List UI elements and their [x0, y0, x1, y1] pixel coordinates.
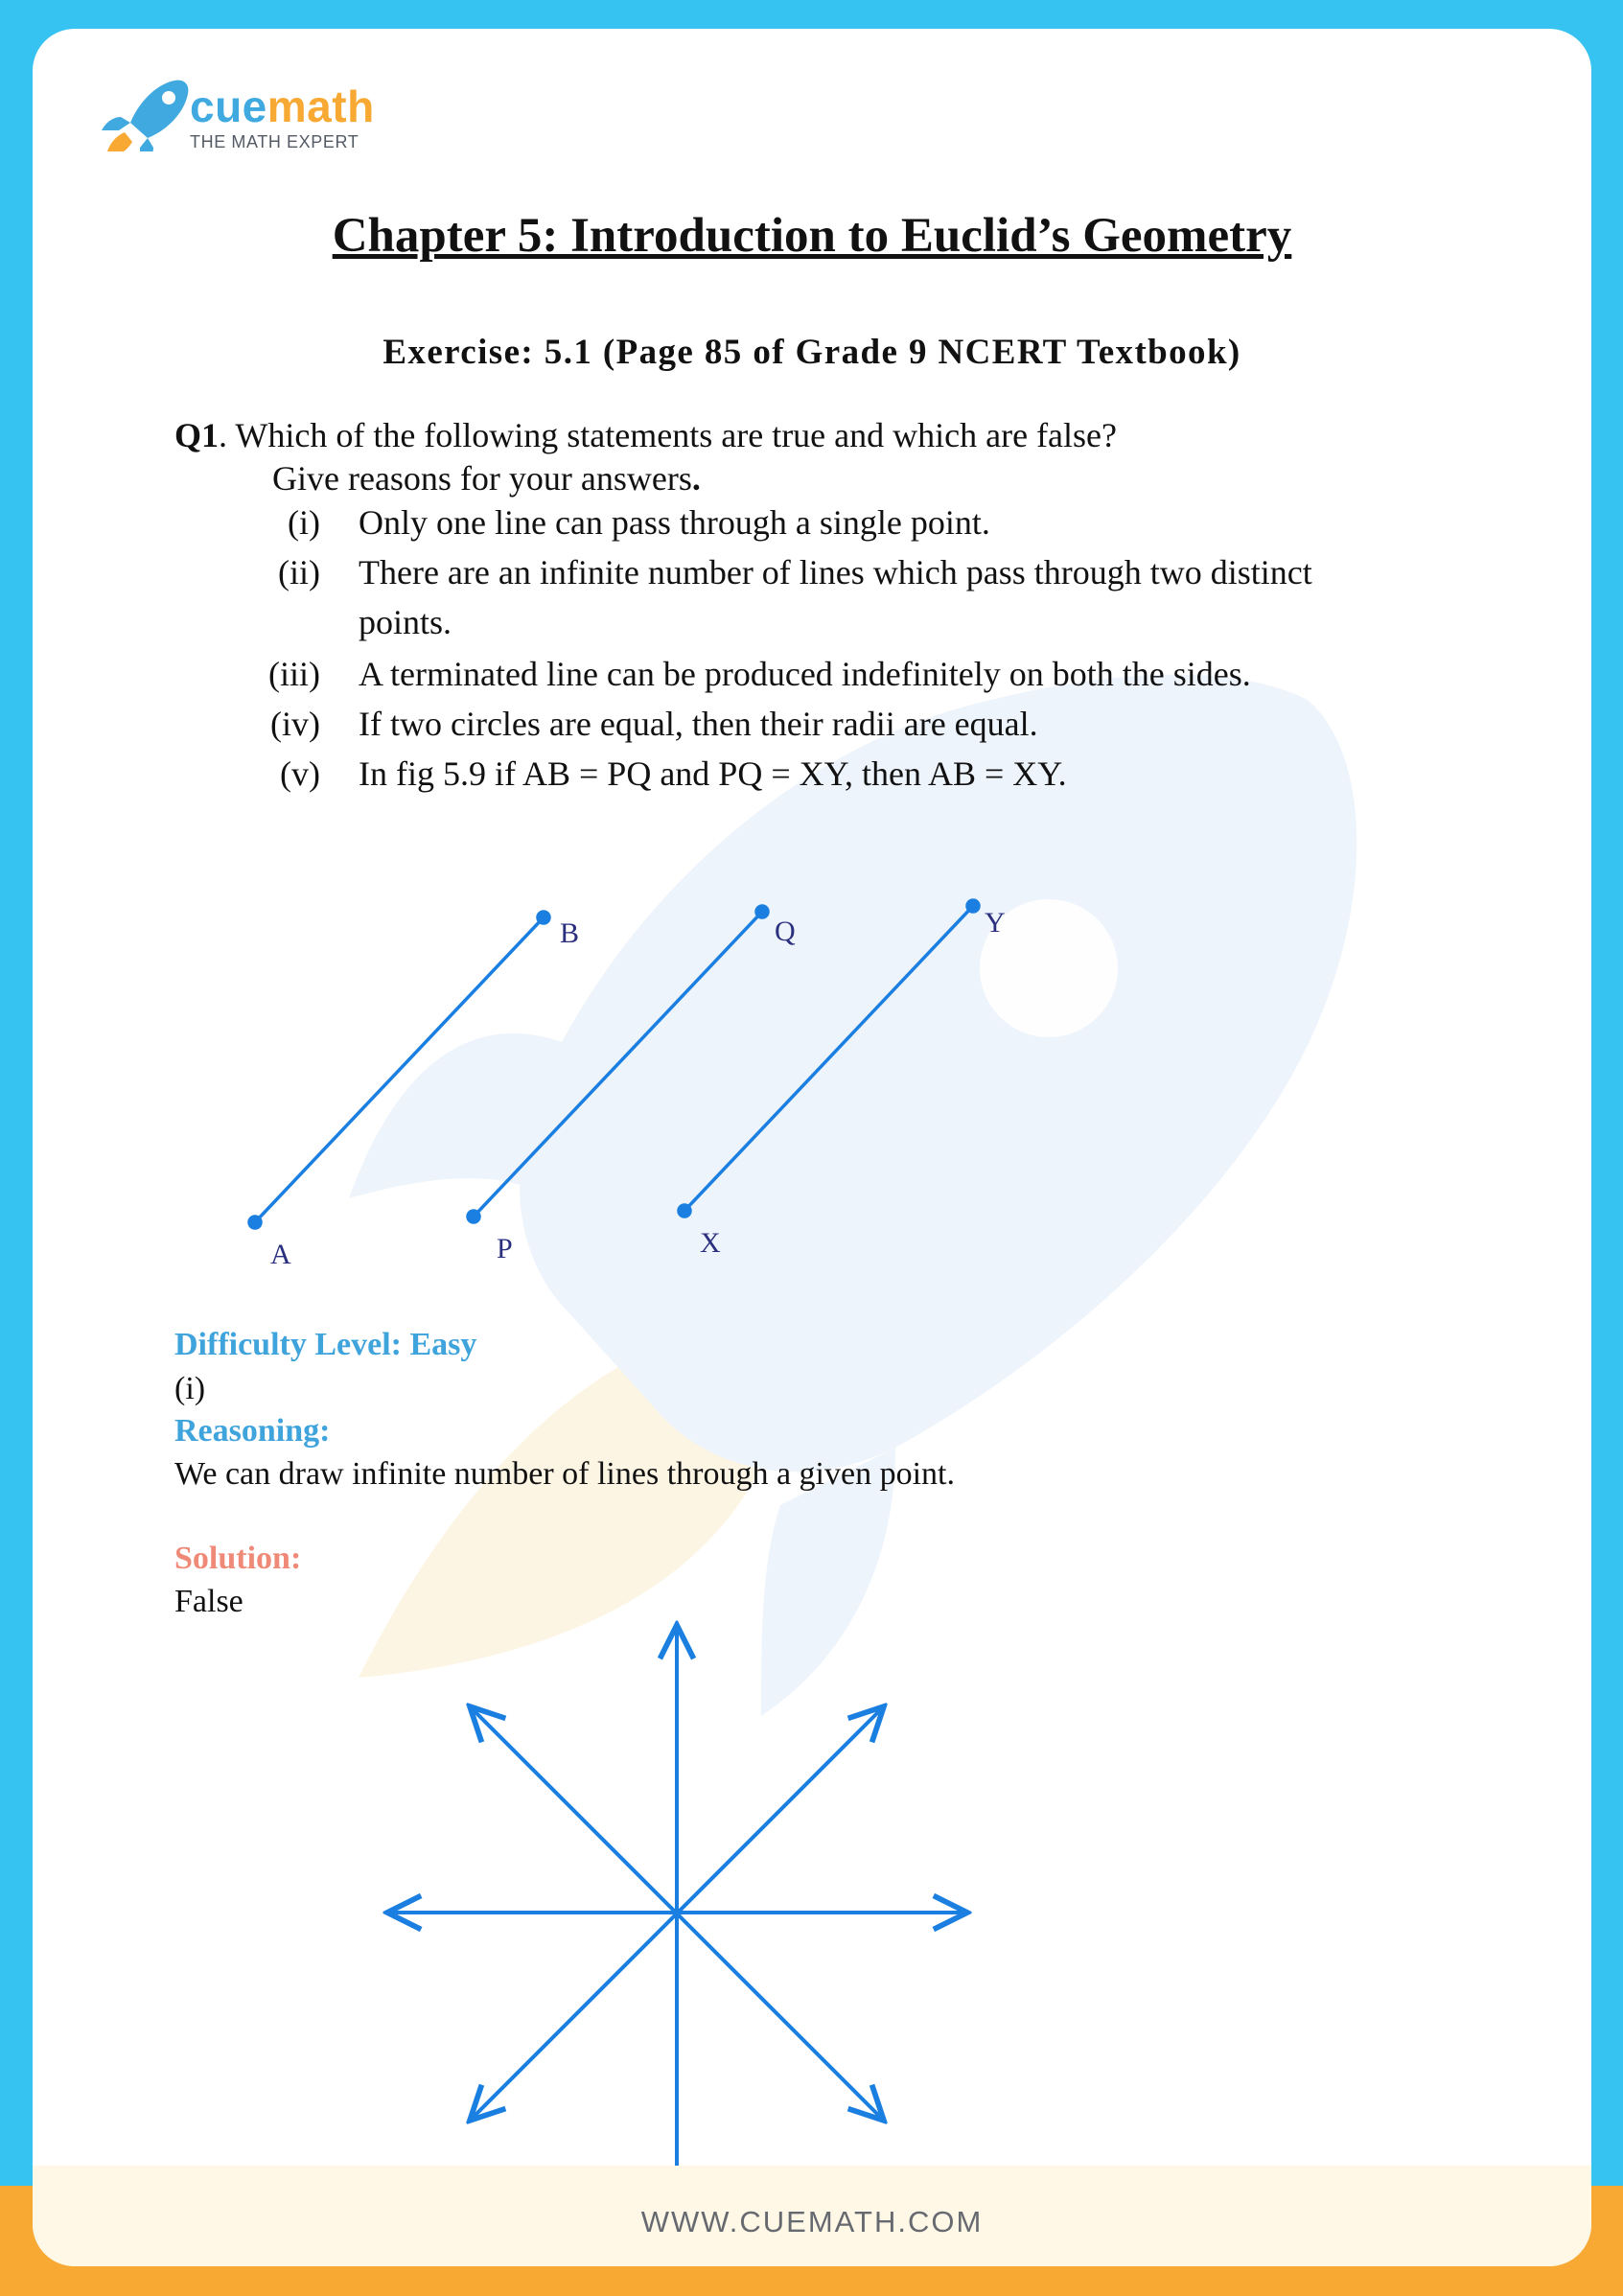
item-text: Only one line can pass through a single point. [359, 503, 990, 542]
item-text: There are an infinite number of lines which pass through two distinct [359, 553, 1312, 591]
solution-label: Solution: [174, 1541, 302, 1576]
question-text-2: Give reasons for your answers [272, 459, 692, 498]
item-label: (i) [288, 503, 320, 542]
exercise-subtitle: Exercise: 5.1 (Page 85 of Grade 9 NCERT Textbook) [383, 333, 1241, 372]
chapter-title: Chapter 5: Introduction to Euclid’s Geometry [332, 209, 1292, 263]
item-text: In fig 5.9 if AB = PQ and PQ = XY, then AB = XY. [359, 754, 1067, 793]
item-text-continued: points. [359, 603, 452, 641]
question-number: Q1 [174, 416, 220, 454]
label-y: Y [985, 907, 1006, 939]
reasoning-text: We can draw infinite number of lines through a given point. [174, 1456, 955, 1492]
item-label: (iv) [270, 705, 320, 743]
label-p: P [497, 1233, 513, 1264]
item-label: (iii) [268, 655, 320, 693]
answer-part: (i) [174, 1371, 206, 1406]
question-text-2-end: . [691, 459, 701, 498]
item-text: If two circles are equal, then their radii are equal. [359, 705, 1038, 743]
brand-tagline: THE MATH EXPERT [190, 132, 359, 151]
solution-text: False [174, 1584, 243, 1619]
item-label: (v) [280, 754, 320, 793]
question-text: . Which of the following statements are true and which are false? [219, 416, 1117, 454]
figure-lines-through-point [33, 29, 1591, 2266]
item-label: (ii) [278, 553, 320, 591]
brand-name-part1: cue [190, 81, 267, 131]
label-b: B [560, 917, 580, 949]
footer [33, 2166, 1591, 2266]
label-q: Q [775, 916, 796, 947]
label-x: X [700, 1227, 721, 1259]
reasoning-label: Reasoning: [174, 1413, 331, 1449]
brand-name-part2: math [267, 81, 375, 131]
document-page [33, 29, 1591, 2266]
footer-url[interactable]: WWW.CUEMATH.COM [640, 2205, 984, 2238]
label-a: A [270, 1239, 291, 1270]
difficulty-level: Difficulty Level: Easy [174, 1327, 477, 1362]
item-text: A terminated line can be produced indefinitely on both the sides. [359, 655, 1251, 693]
